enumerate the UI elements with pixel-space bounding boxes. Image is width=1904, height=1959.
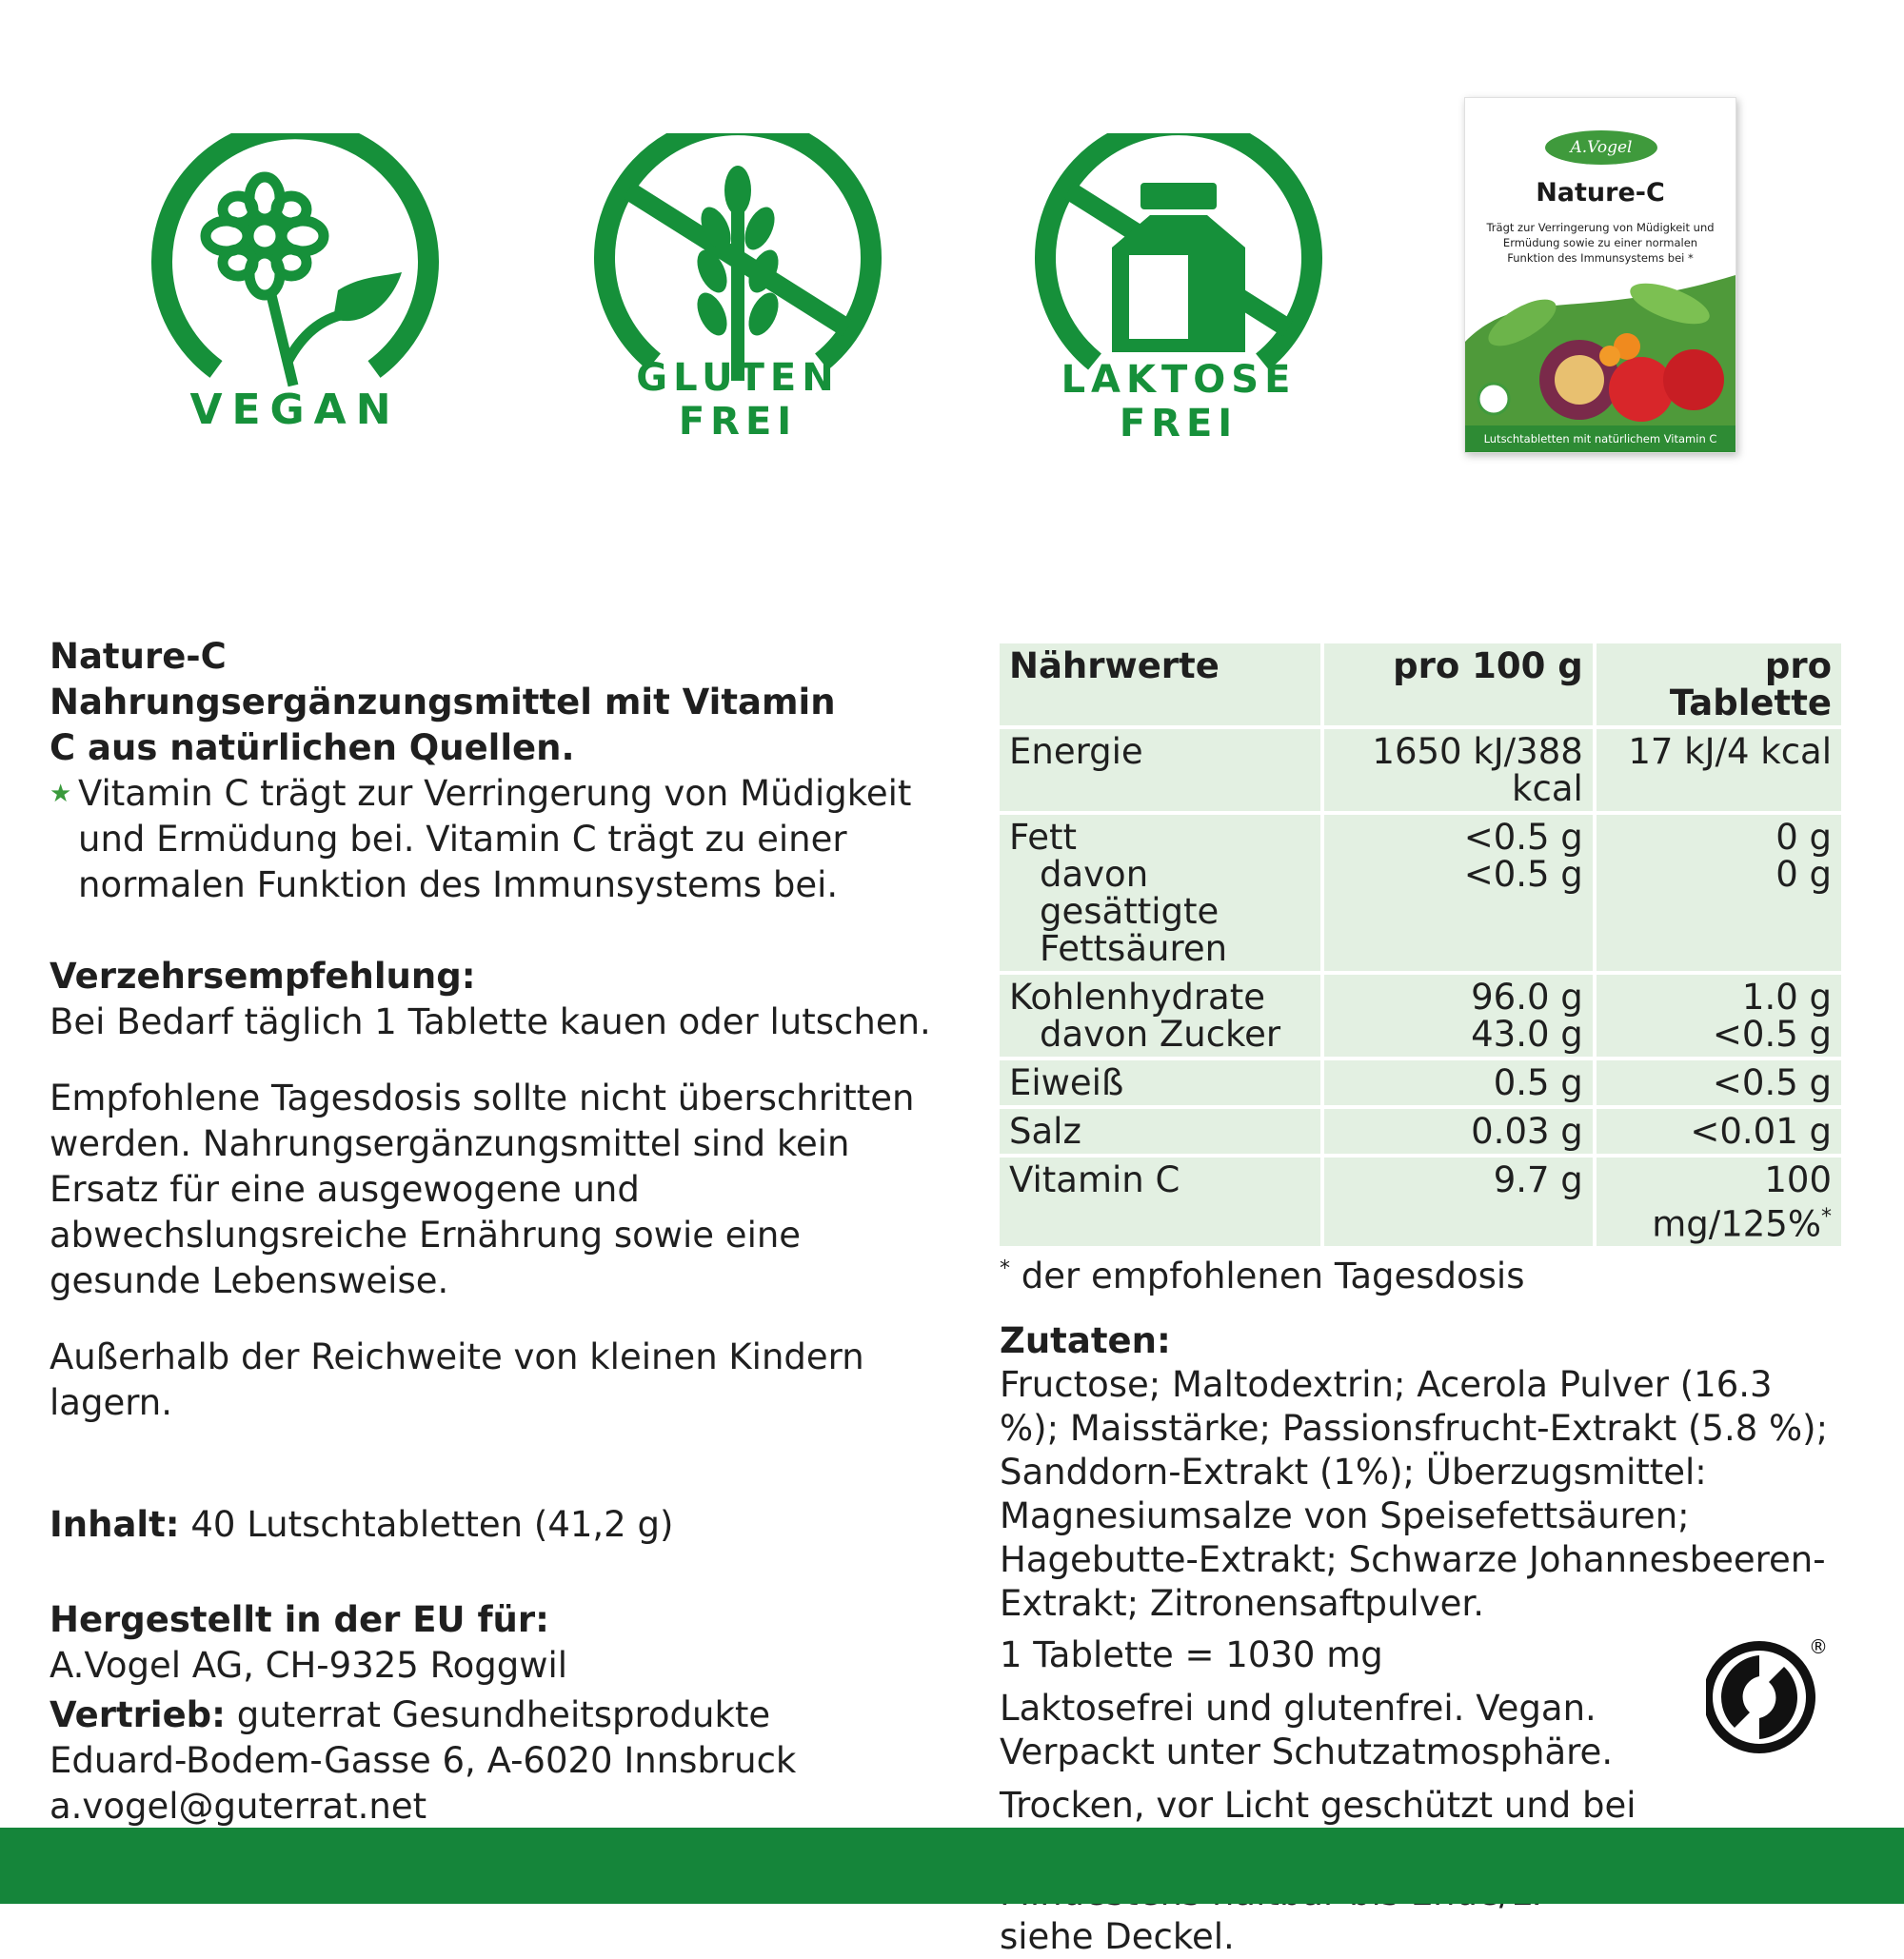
cell-value: <0.5 g (1463, 854, 1583, 895)
footer-bar (0, 1828, 1904, 1904)
table-row (1000, 1109, 1841, 1154)
storage-line-4: siehe Deckel. (1000, 1916, 1235, 1958)
product-info (50, 634, 944, 1830)
cell-value: 0 g (1775, 817, 1832, 858)
cell-value: 9.7 g (1324, 1158, 1593, 1246)
table-header: pro Tablette (1597, 643, 1841, 725)
row-label: Salz (1000, 1109, 1320, 1154)
ingredients-text: Fructose; Maltodextrin; Acerola Pulver (16.3 %); Maisstärke; Passionsfrucht-Extrakt (5.8 %); Sanddorn-Extrakt (1%); Überzugsmittel: Magnesiumsalze von Speisefettsäuren; Hagebutte-Extrakt; Schwarze Johannesbeeren-Extrakt; Zitronensaftpulver. (1000, 1364, 1829, 1625)
cell-value-group (1597, 975, 1841, 1057)
cell-value: <0.5 g (1712, 1014, 1832, 1055)
product-strip: Lutschtabletten mit natürlichem Vitamin C (1465, 425, 1735, 452)
cell-value: 100 mg/125% (1652, 1159, 1832, 1245)
vegan-badge (143, 133, 447, 457)
table-header-row (1000, 643, 1841, 725)
nutrition-and-ingredients (1000, 640, 1837, 1959)
row-label: Fett (1009, 817, 1078, 858)
content-line (50, 1502, 944, 1548)
table-header: Nährwerte (1000, 643, 1320, 725)
gluten-free-icon (585, 133, 890, 457)
recommendation-heading: Verzehrsempfehlung: (50, 956, 476, 997)
nutrition-table (996, 640, 1845, 1250)
cell-value: 0.03 g (1324, 1109, 1593, 1154)
green-dot-mark (1706, 1632, 1828, 1754)
cell-value: <0.5 g (1597, 1060, 1841, 1105)
cell-value: 1650 kJ/388 kcal (1324, 729, 1593, 811)
product-name: Nature-C (1536, 178, 1665, 208)
distribution-line (50, 1692, 944, 1738)
cell-value-group (1324, 815, 1593, 971)
table-row (1000, 815, 1841, 971)
cell-value-group (1324, 975, 1593, 1057)
star-icon: ★ (50, 780, 72, 808)
health-claim (50, 771, 916, 908)
ingredients-heading: Zutaten: (1000, 1320, 1171, 1362)
row-sublabel: davon gesättigte Fettsäuren (1040, 854, 1228, 969)
manufacturer-text: A.Vogel AG, CH-9325 Roggwil (50, 1645, 568, 1686)
storage-line-1: Trocken, vor Licht geschützt und bei (1000, 1785, 1636, 1827)
vegan-icon (143, 133, 447, 457)
footnote-marker: * (1000, 1257, 1010, 1281)
free-from-line-2: Verpackt unter Schutzatmosphäre. (1000, 1731, 1614, 1773)
row-label: Energie (1000, 729, 1320, 811)
footnote-text: der empfohlenen Tagesdosis (1010, 1256, 1525, 1297)
product-subtitle: Nahrungsergänzungsmittel mit Vitamin C aus natürlichen Quellen. (50, 682, 836, 768)
lactose-free-icon (1026, 133, 1331, 457)
vegan-label: VEGAN (189, 386, 401, 434)
recommendation-text: Bei Bedarf täglich 1 Tablette kauen oder lutschen. (50, 1001, 931, 1042)
cell-value: 17 kJ/4 kcal (1597, 729, 1841, 811)
laktose-label-1: LAKTOSE (1061, 358, 1297, 402)
table-row (1000, 1060, 1841, 1105)
row-label: Vitamin C (1000, 1158, 1320, 1246)
cell-value-group (1597, 1158, 1841, 1246)
content-label: Inhalt: (50, 1504, 180, 1545)
brand-logo: A.Vogel (1545, 130, 1657, 165)
distribution-company: guterrat Gesundheitsprodukte (225, 1694, 771, 1735)
children-warning: Außerhalb der Reichweite von kleinen Kindern lagern. (50, 1336, 864, 1423)
health-claim-text: Vitamin C trägt zur Verringerung von Müdigkeit und Ermüdung bei. Vitamin C trägt zu einer normalen Funktion des Immunsystems bei. (78, 773, 912, 905)
distribution-address: Eduard-Bodem-Gasse 6, A-6020 Innsbruck (50, 1740, 797, 1781)
row-label: Kohlenhydrate (1009, 977, 1265, 1018)
cell-value: 0.5 g (1324, 1060, 1593, 1105)
recycling-icon (1706, 1632, 1828, 1754)
row-label-group (1000, 815, 1320, 971)
laktose-label-2: FREI (1119, 402, 1239, 445)
table-row (1000, 975, 1841, 1057)
content-value: 40 Lutschtabletten (41,2 g) (179, 1504, 674, 1545)
cell-value-group (1597, 815, 1841, 971)
table-row (1000, 1158, 1841, 1246)
row-label-group (1000, 975, 1320, 1057)
cell-value: 1.0 g (1741, 977, 1832, 1018)
manufacturer-heading: Hergestellt in der EU für: (50, 1599, 549, 1640)
email-link[interactable]: a.vogel@guterrat.net (50, 1786, 427, 1827)
product-package (1464, 97, 1736, 453)
table-header: pro 100 g (1324, 643, 1593, 725)
gluten-label-2: FREI (678, 400, 798, 444)
cell-value: 43.0 g (1471, 1014, 1583, 1055)
warning-text: Empfohlene Tagesdosis sollte nicht überschritten werden. Nahrungsergänzungsmittel sind kein Ersatz für eine ausgewogene und abwechslungsreiche Ernährung sowie eine gesunde Lebensweise. (50, 1078, 915, 1301)
fruit-illustration (1465, 266, 1735, 425)
table-row (1000, 729, 1841, 811)
product-title: Nature-C (50, 636, 227, 677)
cell-value: <0.01 g (1597, 1109, 1841, 1154)
cell-value: 0 g (1775, 854, 1832, 895)
free-from-line-1: Laktosefrei und glutenfrei. Vegan. (1000, 1688, 1597, 1730)
footnote-marker: * (1821, 1205, 1832, 1229)
gluten-label-1: GLUTEN (636, 356, 840, 400)
cell-value: 96.0 g (1471, 977, 1583, 1018)
row-label: Eiweiß (1000, 1060, 1320, 1105)
product-claim: Trägt zur Verringerung von Müdigkeit und Ermüdung sowie zu einer normalen Funktion des Immunsystems bei * (1486, 221, 1715, 265)
cell-value: <0.5 g (1463, 817, 1583, 858)
lactose-free-badge (1026, 133, 1331, 457)
gluten-free-badge (585, 133, 890, 457)
row-sublabel: davon Zucker (1040, 1014, 1281, 1055)
distribution-label: Vertrieb: (50, 1694, 226, 1735)
tablet-weight: 1 Tablette = 1030 mg (1000, 1634, 1383, 1676)
registered-mark: ® (1809, 1635, 1828, 1658)
table-footnote (1000, 1256, 1837, 1296)
